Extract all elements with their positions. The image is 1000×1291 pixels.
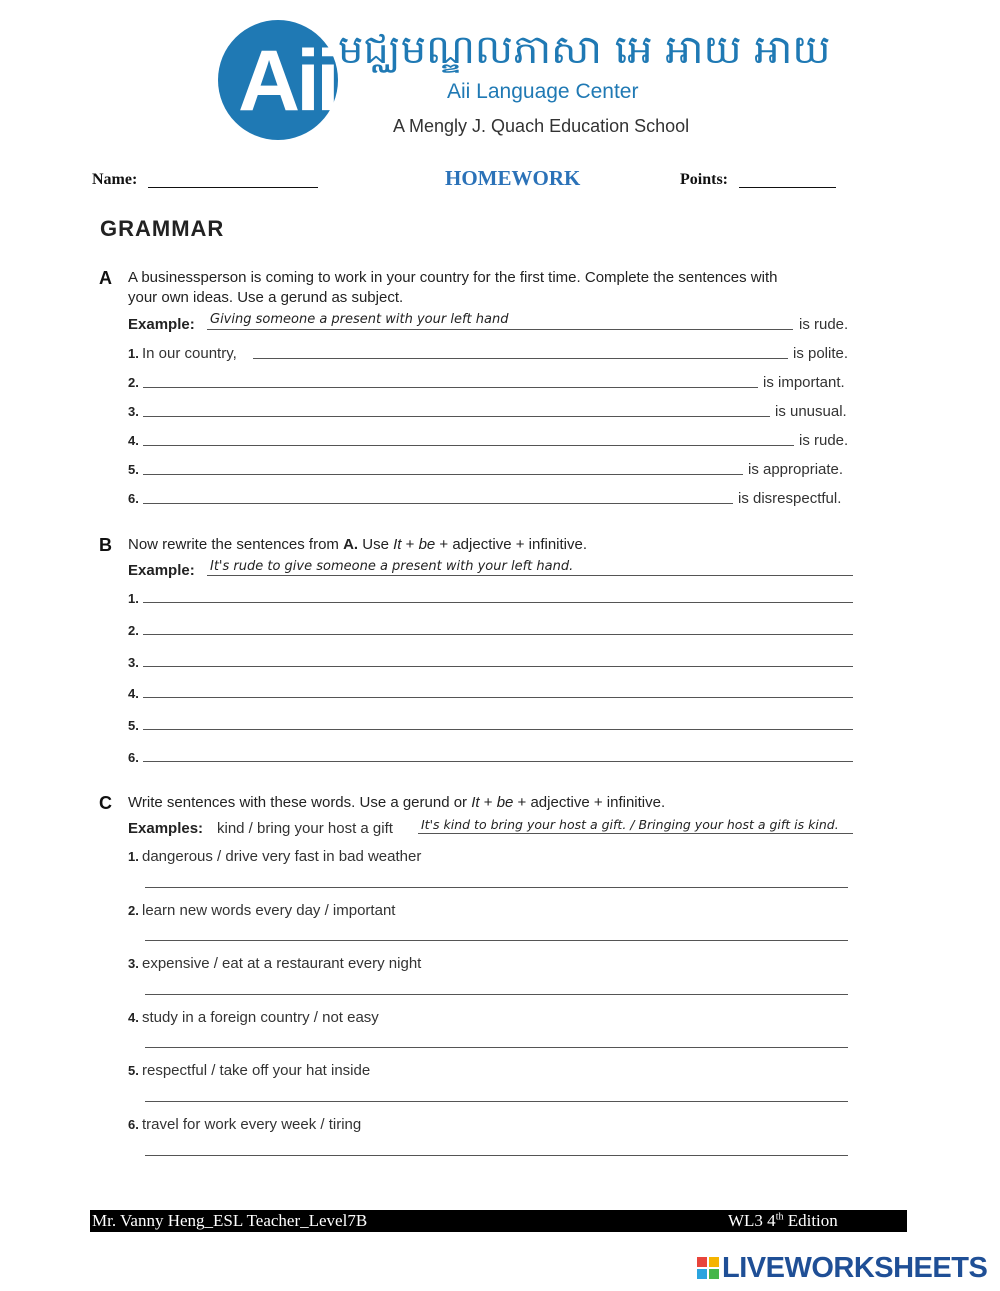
section-a-item-tail: is disrespectful. [738, 490, 842, 507]
section-c-instr-post: + adjective + infinitive. [513, 794, 666, 811]
section-a-item-number: 2. [128, 375, 139, 390]
section-c-answer-line[interactable] [145, 940, 848, 941]
section-b-answer-line[interactable] [143, 666, 853, 667]
liveworksheets-watermark: LIVEWORKSHEETS [722, 1252, 988, 1284]
section-a-item-tail: is appropriate. [748, 461, 844, 478]
section-a-instruction-1: A businessperson is coming to work in your country for the first time. Complete the sentences with [128, 269, 778, 286]
section-c-item-prompt: respectful / take off your hat inside [142, 1062, 371, 1079]
section-a-item-number: 1. [128, 346, 139, 361]
section-b-instr-bold: A. [343, 536, 359, 553]
section-a-answer-line[interactable] [143, 387, 758, 388]
footer-edition-sup: th [775, 1211, 784, 1223]
section-b-answer-line[interactable] [143, 729, 853, 730]
section-a-answer-line[interactable] [143, 416, 770, 417]
section-c-item-prompt: expensive / eat at a restaurant every night [142, 955, 422, 972]
section-c-item-number: 3. [128, 956, 139, 971]
section-c-letter: C [99, 793, 112, 813]
section-c-item-prompt: dangerous / drive very fast in bad weather [142, 848, 422, 865]
section-c-item-number: 5. [128, 1063, 139, 1078]
section-b-example-line [207, 575, 853, 576]
section-c-answer-line[interactable] [145, 994, 848, 995]
section-a-item-number: 4. [128, 433, 139, 448]
section-c-item-prompt: travel for work every week / tiring [142, 1116, 362, 1133]
center-name: Aii Language Center [447, 80, 639, 103]
points-label: Points: [680, 171, 728, 188]
section-a-item-tail: is important. [763, 374, 845, 391]
footer-edition-post: Edition [783, 1211, 838, 1230]
section-c-instr-plus: + [479, 794, 497, 811]
section-b-answer-line[interactable] [143, 761, 853, 762]
section-a-item-number: 6. [128, 491, 139, 506]
section-a-item-tail: is polite. [793, 345, 849, 362]
section-a-example-label: Example: [128, 316, 195, 333]
section-b-instruction [128, 535, 587, 555]
section-a-item-prefix: In our country, [142, 345, 237, 362]
footer-edition-pre: WL3 4 [728, 1211, 776, 1230]
section-a-example-answer: Giving someone a present with your left hand [210, 312, 509, 327]
section-c-answer-line[interactable] [145, 1101, 848, 1102]
section-a-item-number: 5. [128, 462, 139, 477]
section-a-letter: A [99, 268, 112, 288]
section-a-item-number: 3. [128, 404, 139, 419]
footer-edition [728, 1211, 838, 1231]
section-b-item-number: 1. [128, 591, 139, 606]
section-a-example-tail: is rude. [799, 316, 849, 333]
grammar-heading: GRAMMAR [100, 216, 225, 241]
name-label: Name: [92, 171, 138, 188]
section-a-instruction-2: your own ideas. Use a gerund as subject. [128, 289, 404, 306]
section-c-answer-line[interactable] [145, 1047, 848, 1048]
logo-text: Aii [238, 33, 336, 129]
section-c-example-prompt: kind / bring your host a gift [217, 820, 393, 837]
section-c-answer-line[interactable] [145, 887, 848, 888]
section-c-item-prompt: study in a foreign country / not easy [142, 1009, 379, 1026]
section-c-item-number: 2. [128, 903, 139, 918]
section-a-example-line [207, 329, 793, 330]
section-c-item-prompt: learn new words every day / important [142, 902, 396, 919]
homework-title: HOMEWORK [445, 166, 581, 190]
section-b-answer-line[interactable] [143, 697, 853, 698]
school-subtitle: A Mengly J. Quach Education School [393, 116, 690, 136]
section-a-answer-line[interactable] [143, 445, 794, 446]
section-a-answer-line[interactable] [253, 358, 788, 359]
section-c-item-number: 4. [128, 1010, 139, 1025]
section-b-letter: B [99, 535, 112, 555]
section-b-item-number: 6. [128, 750, 139, 765]
khmer-school-title: មជ្ឈមណ្ឌលភាសា អេ អាយ អាយ [338, 27, 831, 73]
section-b-instr-plus: + [401, 536, 419, 553]
section-c-example-line [418, 833, 853, 834]
section-b-item-number: 5. [128, 718, 139, 733]
section-c-instr-it: It [471, 794, 480, 811]
section-c-example-answer: It's kind to bring your host a gift. / Bringing your host a gift is kind. [421, 817, 839, 832]
name-blank[interactable] [148, 187, 318, 188]
section-b-instr-be: be [418, 536, 436, 553]
section-a-answer-line[interactable] [143, 503, 733, 504]
section-c-instr-be: be [496, 794, 514, 811]
section-b-instr-mid: Use [358, 536, 394, 553]
section-a-item-tail: is rude. [799, 432, 849, 449]
section-c-answer-line[interactable] [145, 1155, 848, 1156]
footer-teacher: Mr. Vanny Heng_ESL Teacher_Level7B [92, 1211, 368, 1230]
section-a-answer-line[interactable] [143, 474, 743, 475]
section-b-answer-line[interactable] [143, 634, 853, 635]
section-b-example-label: Example: [128, 562, 195, 579]
section-b-item-number: 2. [128, 623, 139, 638]
section-b-example-answer: It's rude to give someone a present with your left hand. [210, 559, 574, 574]
section-a-item-tail: is unusual. [775, 403, 847, 420]
section-b-instr-post: + adjective + infinitive. [435, 536, 588, 553]
section-c-item-number: 1. [128, 849, 139, 864]
section-b-instr-it: It [393, 536, 402, 553]
section-b-instr-pre: Now rewrite the sentences from [128, 536, 344, 553]
section-c-instruction [128, 793, 665, 813]
section-c-example-label: Examples: [128, 820, 204, 837]
section-c-item-number: 6. [128, 1117, 139, 1132]
section-c-instr-pre: Write sentences with these words. Use a gerund or [128, 794, 472, 811]
section-b-answer-line[interactable] [143, 602, 853, 603]
section-b-item-number: 4. [128, 686, 139, 701]
section-b-item-number: 3. [128, 655, 139, 670]
points-blank[interactable] [739, 187, 836, 188]
liveworksheets-logo-icon [697, 1257, 719, 1279]
